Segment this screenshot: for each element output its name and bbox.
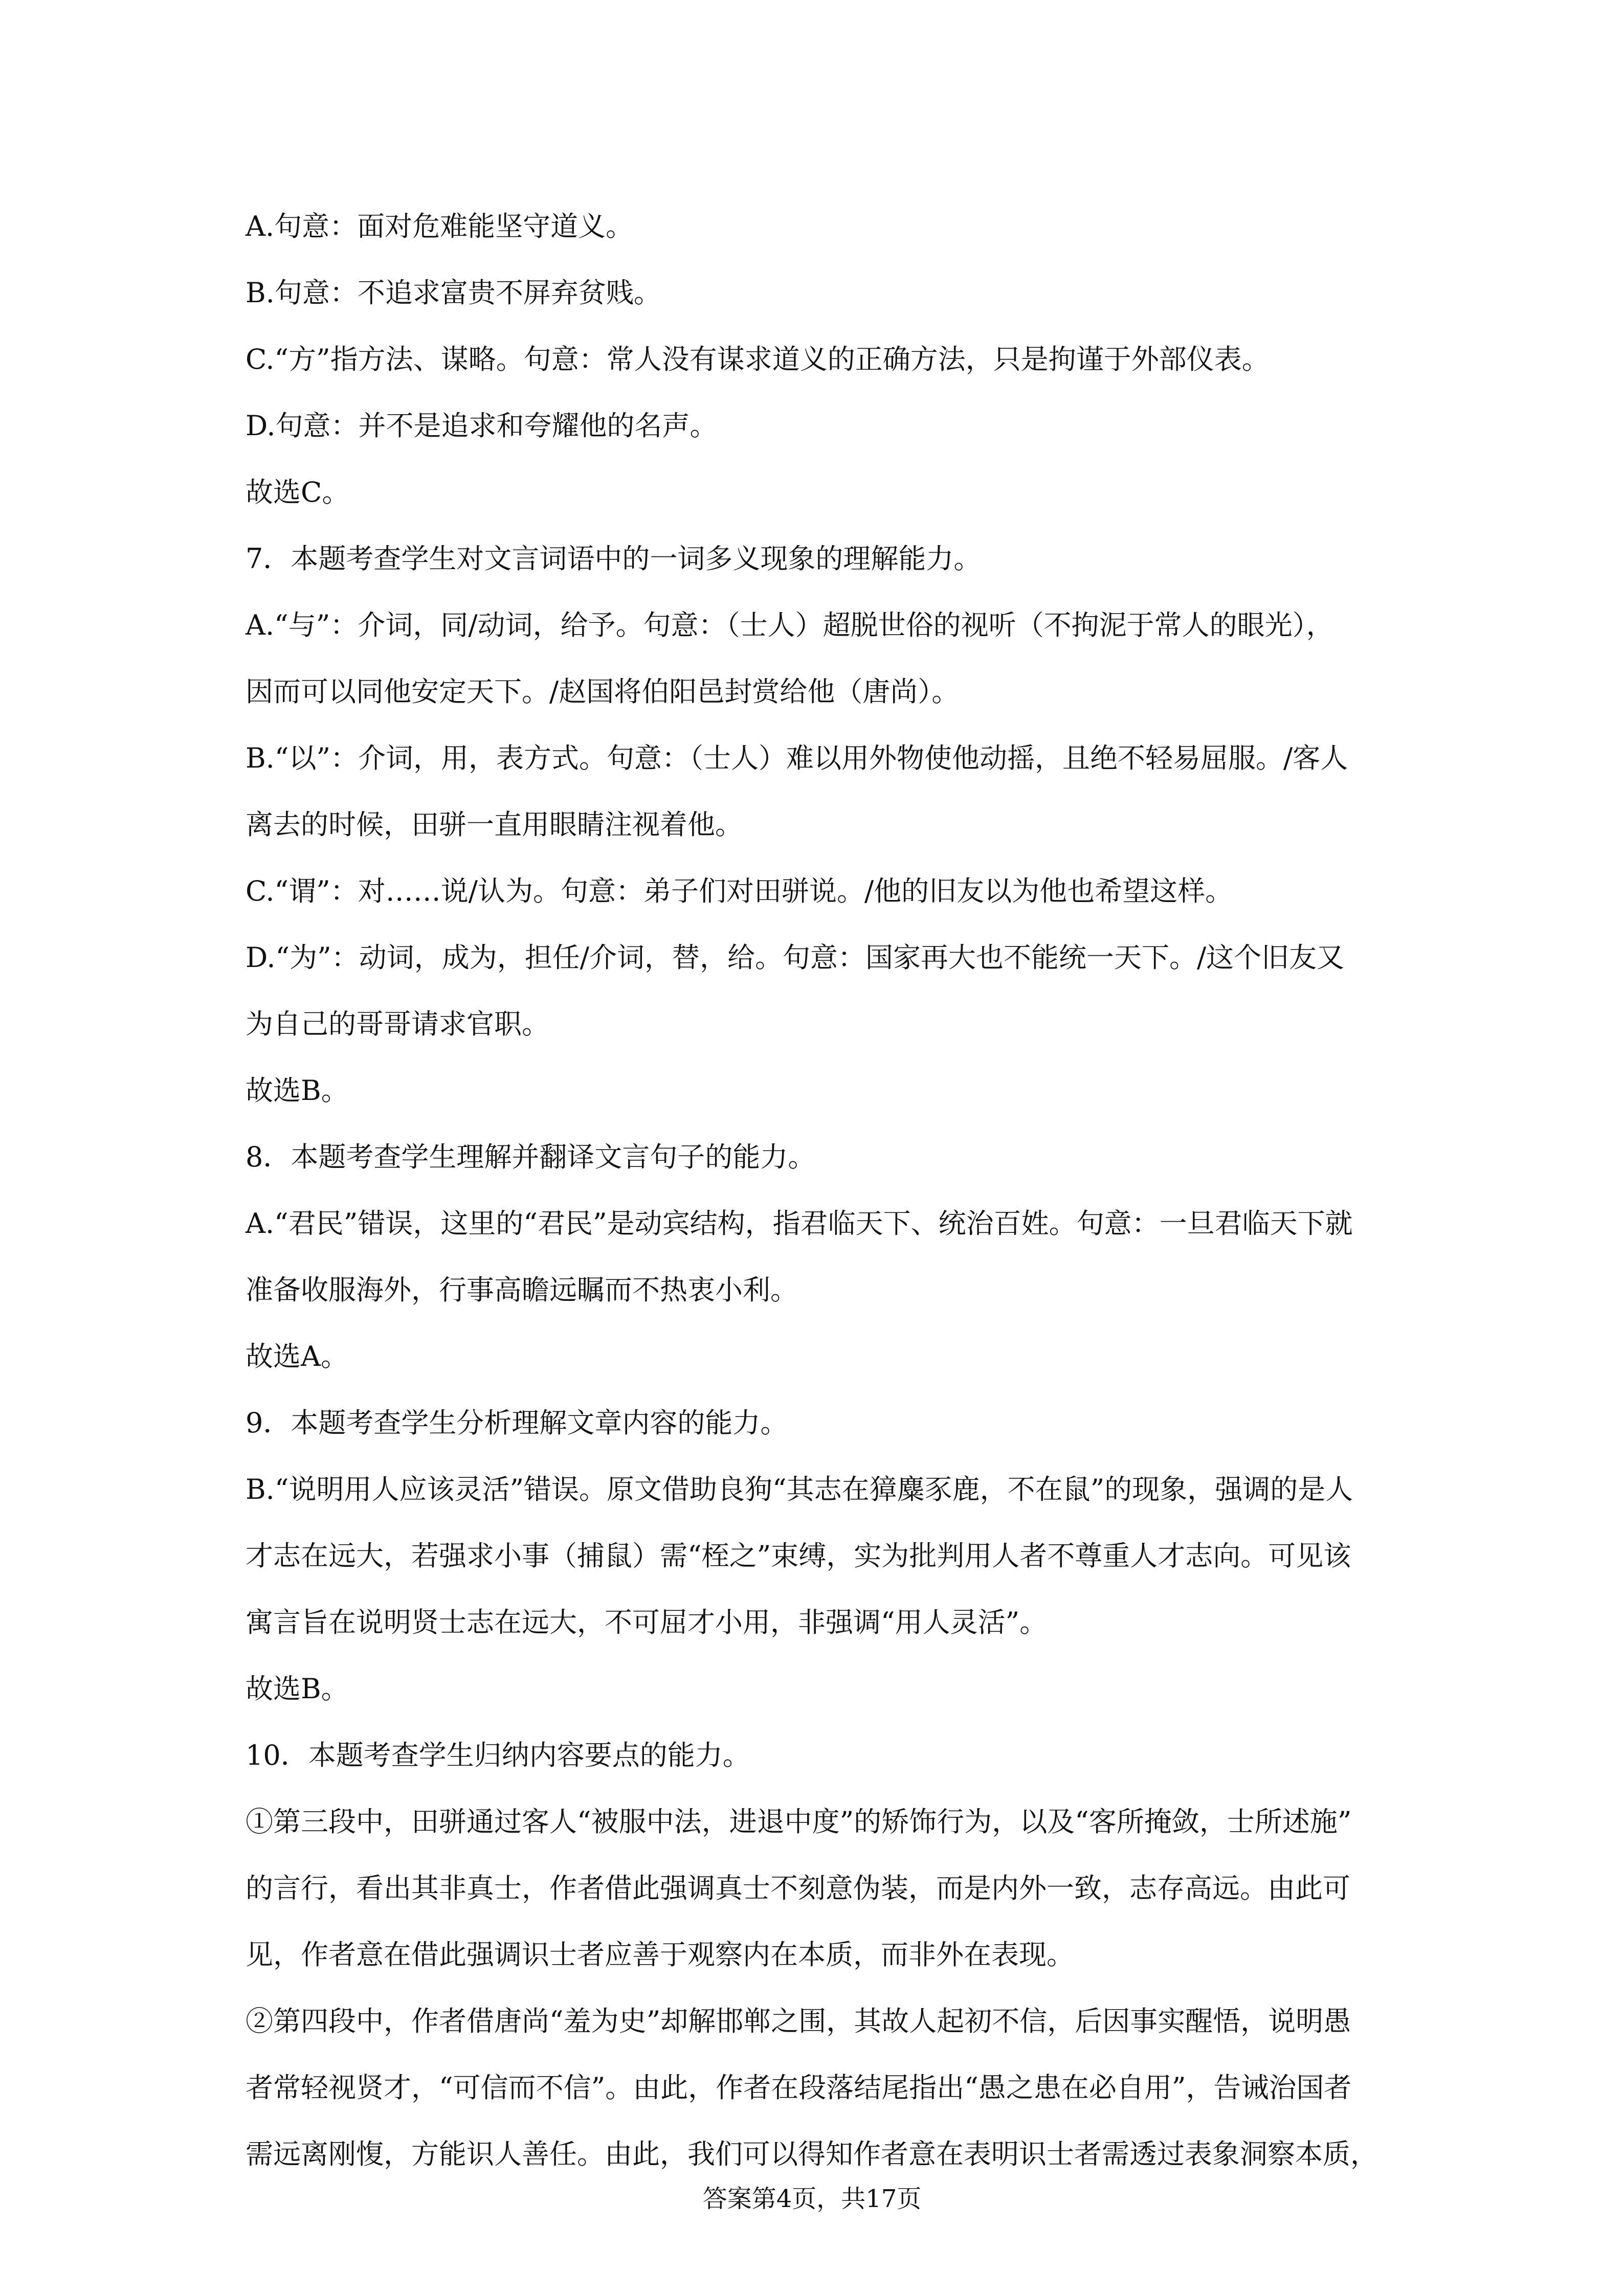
text-line: B.“以”：介词，用，表方式。句意：（士人）难以用外物使他动摇，且绝不轻易屈服。/客人	[246, 742, 1348, 774]
text-line: D.“为”：动词，成为，担任/介词，替，给。句意：国家再大也不能统一天下。/这个旧友又	[246, 941, 1345, 974]
text-line: B.“说明用人应该灵活”错误。原文借助良狗“其志在獐麋豕鹿，不在鼠”的现象，强调的是人	[246, 1473, 1353, 1505]
text-line: 故选B。	[246, 1673, 349, 1705]
text-line: ②第四段中，作者借唐尚“羞为史”却解邯郸之围，其故人起初不信，后因事实醒悟，说明愚	[246, 2005, 1351, 2037]
text-line: 因而可以同他安定天下。/赵国将伯阳邑封赏给他（唐尚）。	[246, 676, 960, 708]
text-line: 为自己的哥哥请求官职。	[246, 1008, 549, 1040]
text-line: A.句意：面对危难能坚守道义。	[246, 210, 634, 242]
answer-document-body	[246, 210, 1389, 2204]
text-line: 故选B。	[246, 1074, 349, 1107]
text-line: 9．本题考查学生分析理解文章内容的能力。	[246, 1407, 788, 1439]
text-line: 8．本题考查学生理解并翻译文言句子的能力。	[246, 1141, 816, 1173]
text-line: D.句意：并不是追求和夸耀他的名声。	[246, 410, 718, 442]
text-line: 需远离刚愎，方能识人善任。由此，我们可以得知作者意在表明识士者需透过表象洞察本质，	[246, 2138, 1378, 2170]
text-line: 者常轻视贤才，“可信而不信”。由此，作者在段落结尾指出“愚之患在必自用”，告诫治国者	[246, 2072, 1352, 2104]
text-line: 准备收服海外，行事高瞻远瞩而不热衷小利。	[246, 1274, 798, 1306]
text-line: 的言行，看出其非真士，作者借此强调真士不刻意伪装，而是内外一致，志存高远。由此可	[246, 1872, 1350, 1904]
text-line: 寓言旨在说明贤士志在远大，不可屈才小用，非强调“用人灵活”。	[246, 1606, 1048, 1638]
text-line: 7．本题考查学生对文言词语中的一词多义现象的理解能力。	[246, 543, 982, 575]
text-line: A.“君民”错误，这里的“君民”是动宾结构，指君临天下、统治百姓。句意：一旦君临天下就	[246, 1207, 1353, 1240]
text-line: A.“与”：介词，同/动词，给予。句意：（士人）超脱世俗的视听（不拘泥于常人的眼光），	[246, 609, 1334, 641]
text-line: 故选A。	[246, 1340, 348, 1372]
text-line: C.“方”指方法、谋略。句意：常人没有谋求道义的正确方法，只是拘谨于外部仪表。	[246, 343, 1270, 375]
text-line: 故选C。	[246, 476, 350, 508]
text-line: ①第三段中，田骈通过客人“被服中法，进退中度”的矫饰行为，以及“客所掩敛，士所述施”	[246, 1806, 1352, 1838]
text-line: C.“谓”：对……说/认为。句意：弟子们对田骈说。/他的旧友以为他也希望这样。	[246, 875, 1233, 907]
text-line: B.句意：不追求富贵不屏弃贫贱。	[246, 277, 661, 309]
text-line: 才志在远大，若强求小事（捕鼠）需“桎之”束缚，实为批判用人者不尊重人才志向。可见该	[246, 1540, 1351, 1572]
text-line: 离去的时候，田骈一直用眼睛注视着他。	[246, 808, 743, 841]
page-footer: 答案第4页，共17页	[702, 2185, 922, 2213]
text-line: 见，作者意在借此强调识士者应善于观察内在本质，而非外在表现。	[246, 1939, 1074, 1971]
text-line: 10．本题考查学生归纳内容要点的能力。	[246, 1739, 750, 1771]
